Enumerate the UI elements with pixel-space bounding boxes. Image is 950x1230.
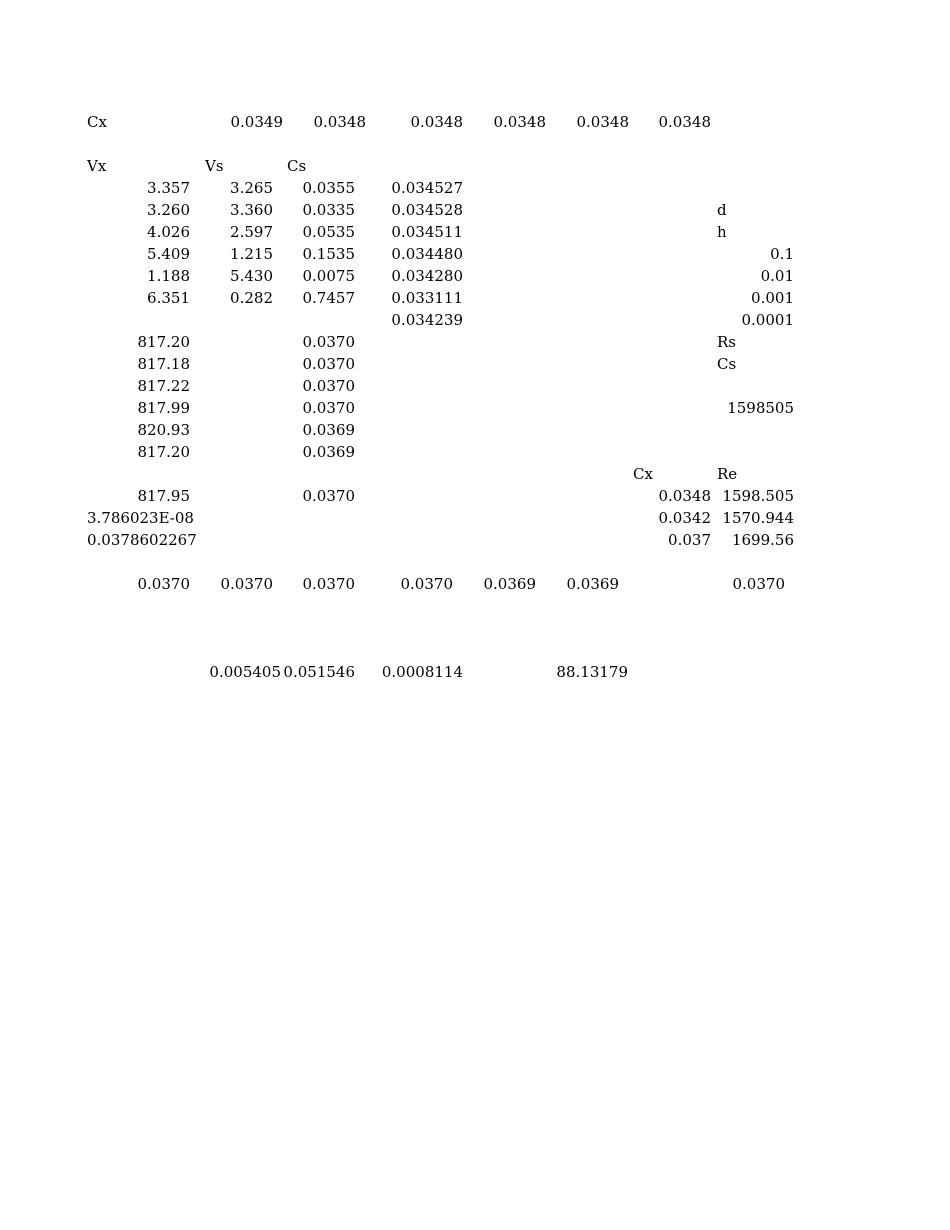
sheet-cell: Vx [87,157,107,175]
sheet-cell: 0.0370 [302,487,355,505]
sheet-cell: 0.0370 [302,377,355,395]
sheet-cell: 3.260 [147,201,190,219]
sheet-cell: 0.0348 [410,113,463,131]
sheet-cell: 0.0348 [576,113,629,131]
sheet-cell: Cx [87,113,107,131]
sheet-cell: 0.034527 [391,179,463,197]
sheet-cell: 817.20 [137,333,190,351]
sheet-cell: 6.351 [147,289,190,307]
sheet-cell: 1598.505 [722,487,794,505]
sheet-cell: 3.265 [230,179,273,197]
sheet-cell: 0.0369 [302,443,355,461]
sheet-cell: 817.22 [137,377,190,395]
sheet-cell: 0.034480 [391,245,463,263]
sheet-cell: 0.0075 [302,267,355,285]
sheet-cell: 0.0535 [302,223,355,241]
sheet-cell: Cx [633,465,653,483]
sheet-cell: 817.99 [137,399,190,417]
sheet-cell: 1598505 [727,399,794,417]
sheet-cell: d [717,201,727,219]
sheet-cell: 1570.944 [722,509,794,527]
sheet-cell: 0.0370 [302,333,355,351]
sheet-cell: 0.1 [770,245,794,263]
sheet-cell: 0.0370 [732,575,785,593]
sheet-cell: 0.0370 [302,575,355,593]
sheet-cell: 0.282 [230,289,273,307]
sheet-cell: 817.95 [137,487,190,505]
sheet-cell: 0.0370 [302,355,355,373]
sheet-cell: 2.597 [230,223,273,241]
sheet-cell: 0.0355 [302,179,355,197]
sheet-cell: 0.034511 [391,223,463,241]
sheet-cell: 0.0370 [137,575,190,593]
sheet-cell: 0.0369 [566,575,619,593]
sheet-cell: 0.0001 [741,311,794,329]
sheet-cell: 0.0342 [658,509,711,527]
sheet-cell: 0.0348 [493,113,546,131]
sheet-cell: 0.0369 [483,575,536,593]
sheet-cell: Rs [717,333,736,351]
sheet-cell: 817.18 [137,355,190,373]
sheet-cell: 0.0370 [400,575,453,593]
sheet-cell: 3.357 [147,179,190,197]
sheet-cell: 5.409 [147,245,190,263]
sheet-cell: Vs [205,157,224,175]
sheet-cell: 0.033111 [391,289,463,307]
sheet-cell: 0.0370 [302,399,355,417]
sheet-cell: 3.786023E-08 [87,509,194,527]
sheet-cell: 4.026 [147,223,190,241]
sheet-cell: Cs [287,157,307,175]
sheet-cell: 1.188 [147,267,190,285]
sheet-cell: 820.93 [137,421,190,439]
sheet-cell: 0.01 [760,267,794,285]
sheet-cell: 0.034528 [391,201,463,219]
sheet-cell: 88.13179 [556,663,628,681]
sheet-cell: 0.0348 [658,113,711,131]
sheet-cell: h [717,223,727,241]
sheet-cell: Cs [717,355,737,373]
sheet-cell: 0.0378602267 [87,531,197,549]
sheet-cell: 0.005405 [209,663,281,681]
sheet-cell: 0.0348 [313,113,366,131]
sheet-cell: 0.0370 [220,575,273,593]
sheet-cell: 1.215 [230,245,273,263]
sheet-cell: Re [717,465,738,483]
sheet-cell: 0.034239 [391,311,463,329]
sheet-cell: 0.051546 [283,663,355,681]
sheet-cell: 3.360 [230,201,273,219]
sheet-cell: 817.20 [137,443,190,461]
sheet-cell: 5.430 [230,267,273,285]
sheet-cell: 0.0335 [302,201,355,219]
sheet-cell: 0.1535 [302,245,355,263]
sheet-cell: 0.001 [751,289,794,307]
sheet-cell: 0.034280 [391,267,463,285]
sheet-cell: 0.037 [668,531,711,549]
sheet-cell: 0.0349 [230,113,283,131]
sheet-cell: 0.0008114 [381,663,463,681]
sheet-cell: 1699.56 [731,531,794,549]
sheet-cell: 0.0348 [658,487,711,505]
sheet-cell: 0.0369 [302,421,355,439]
sheet-cell: 0.7457 [302,289,355,307]
